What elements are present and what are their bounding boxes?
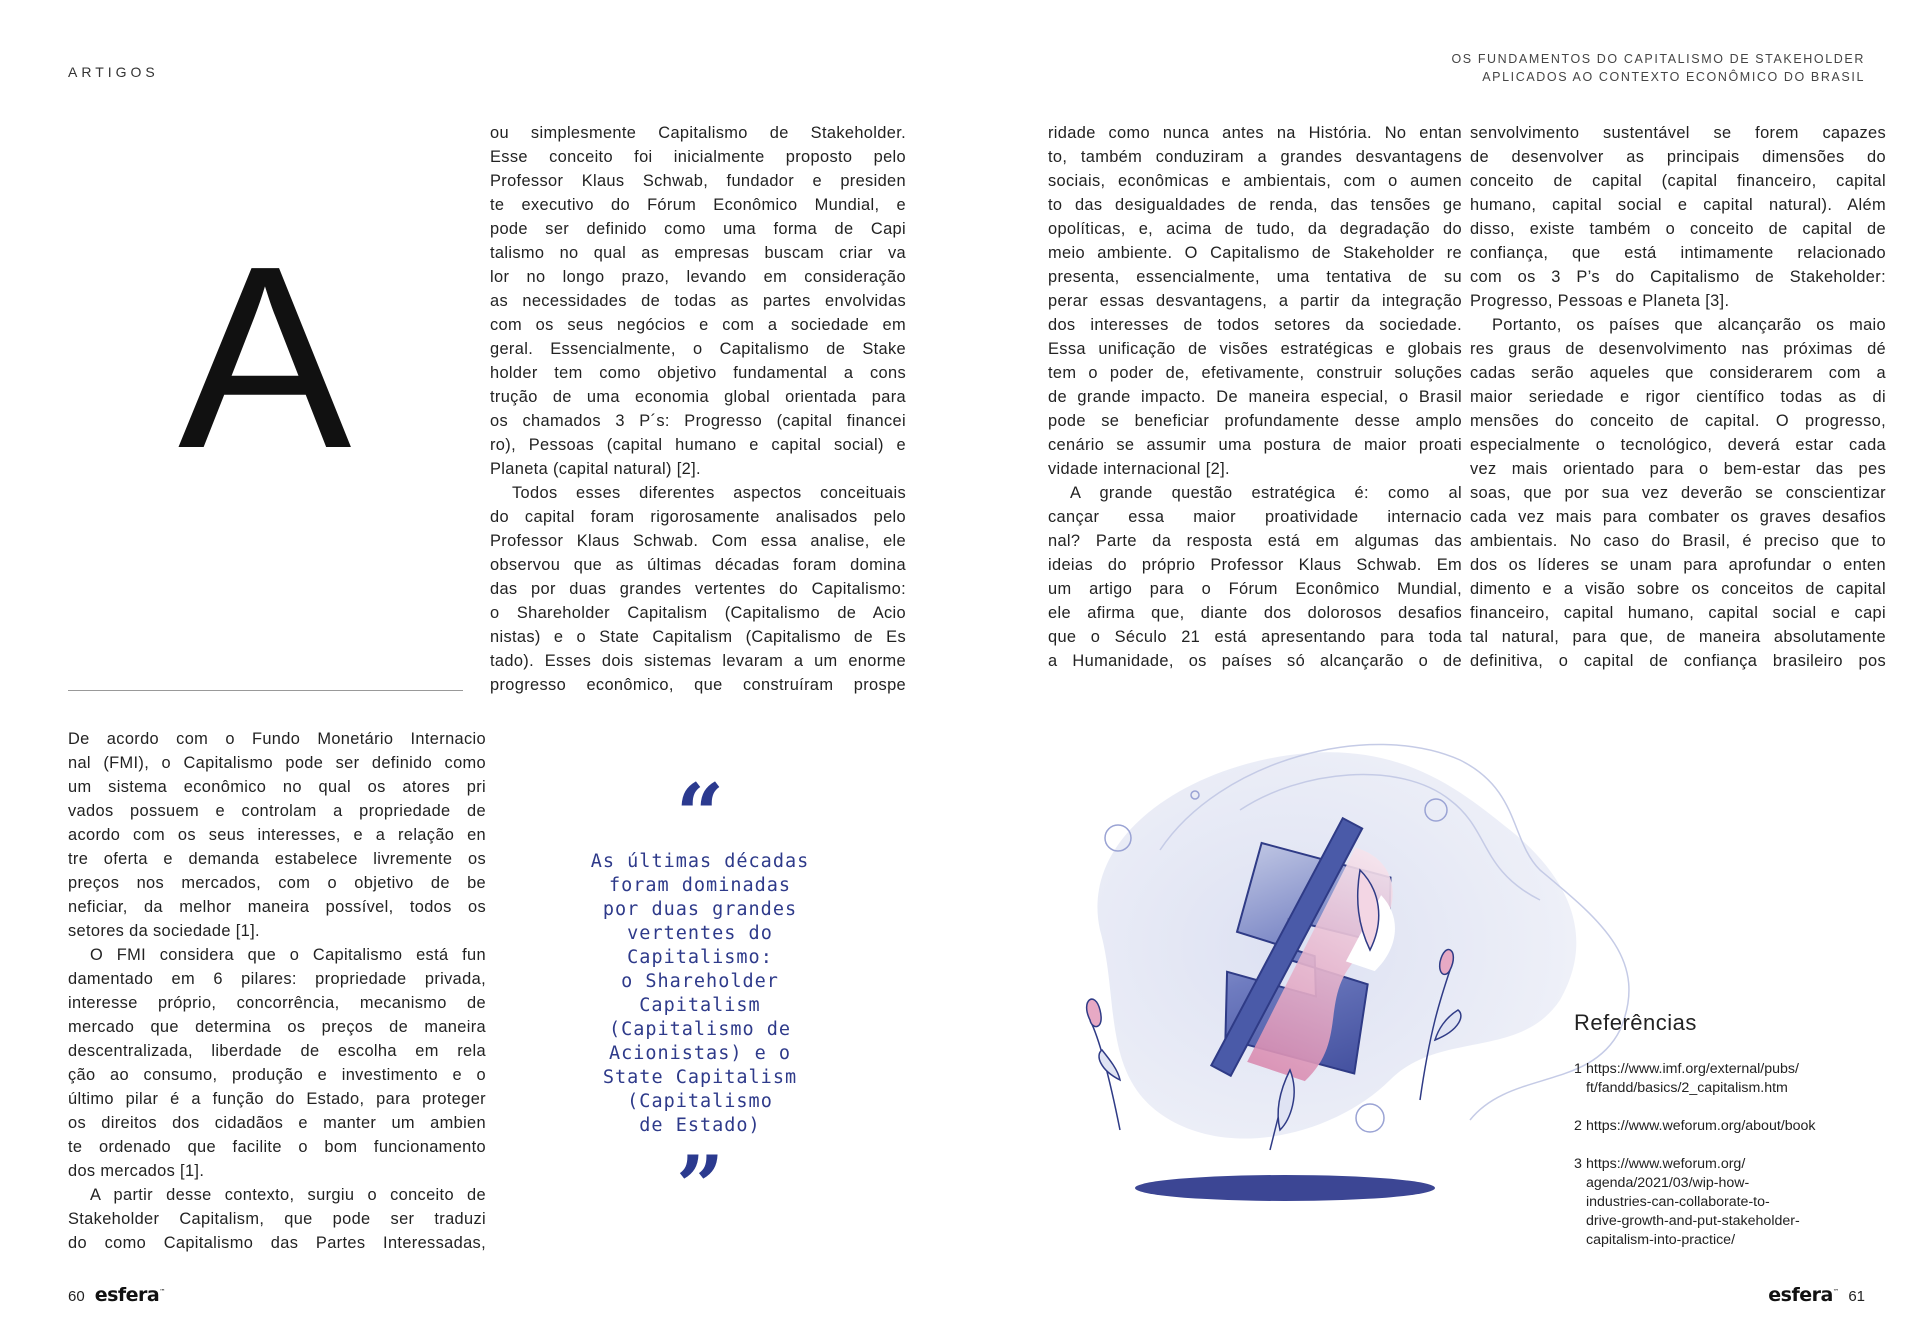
text-line: Esse conceito foi inicialmente proposto pelo [490, 148, 906, 166]
references-list [1574, 1060, 1874, 1269]
pull-quote-line: de Estado) [639, 1115, 761, 1136]
reference-url-line: agenda/2021/03/wip-how- [1586, 1175, 1750, 1191]
paragraph [490, 481, 906, 697]
body-column-3 [1048, 121, 1462, 673]
pull-quote-line: (Capitalismo de [608, 1019, 792, 1040]
reference-url-line: https://www.imf.org/external/pubs/ [1586, 1061, 1799, 1077]
text-line: mercado que determina os preços de maneira [68, 1018, 486, 1036]
reference-number: 3 [1574, 1156, 1582, 1172]
text-line: definitiva, o capital de confiança brasileiro pos [1470, 652, 1886, 670]
paragraph [1048, 481, 1462, 673]
text-line: os chamados 3 P´s: Progresso (capital financei [490, 412, 906, 430]
text-line: as necessidades de todas as partes envolvidas [490, 292, 906, 310]
trademark: ™ [1832, 1288, 1839, 1296]
page-number: 60 [68, 1288, 85, 1305]
text-line: cançar essa maior proatividade internacio [1048, 508, 1462, 526]
text-line: com os seus negócios e com a sociedade em [490, 316, 906, 334]
text-line: o Shareholder Capitalism (Capitalismo de Acio [490, 604, 906, 622]
pull-quote-line: Capitalismo: [627, 947, 773, 968]
reference-url-line: https://www.weforum.org/ [1586, 1156, 1746, 1172]
text-line: te ordenado que facilite o bom funcionamento [68, 1138, 486, 1156]
references-title: Referências [1574, 1010, 1697, 1035]
text-line: lor no longo prazo, levando em consideração [490, 268, 906, 286]
text-line: ro), Pessoas (capital humano e capital social) e [490, 436, 906, 454]
running-title-line: OS FUNDAMENTOS DO CAPITALISMO DE STAKEHOLDER [1451, 52, 1865, 66]
running-title [1451, 50, 1865, 86]
open-quote-icon: “ [675, 765, 725, 864]
text-line: res graus de desenvolvimento nas próximas dé [1470, 340, 1886, 358]
brand-name: esfera [1768, 1284, 1833, 1306]
text-line: te executivo do Fórum Econômico Mundial, e [490, 196, 906, 214]
pull-quote-line: (Capitalismo [627, 1091, 773, 1112]
text-line: confiança, que está intimamente relacionado [1470, 244, 1886, 262]
text-line: de desenvolver as principais dimensões do [1470, 148, 1886, 166]
body-column-2 [490, 121, 906, 697]
text-line: O FMI considera que o Capitalismo está fun [90, 946, 486, 964]
pull-quote-line: foram dominadas [608, 875, 792, 896]
text-line: Professor Klaus Schwab. Com essa analise, ele [490, 532, 906, 550]
text-line: senvolvimento sustentável se forem capazes [1470, 124, 1886, 142]
paragraph [1470, 121, 1886, 313]
text-line: presenta, essencialmente, uma tentativa de su [1048, 268, 1462, 286]
text-line: opolíticas, e, acima de tudo, da degradação do [1048, 220, 1462, 238]
text-line: financeiro, capital humano, capital social e capi [1470, 604, 1886, 622]
pull-quote-line: o Shareholder [621, 971, 779, 992]
text-line: vados possuem e controlam a propriedade de [68, 802, 486, 820]
dollar-sign-illustration [1040, 700, 1660, 1240]
text-line: Stakeholder Capitalism, que pode ser traduzi [68, 1210, 486, 1228]
text-line: Planeta (capital natural) [2]. [490, 460, 701, 478]
text-line: A partir desse contexto, surgiu o conceito de [90, 1186, 486, 1204]
reference-item [1574, 1155, 1874, 1250]
text-line: nal (FMI), o Capitalismo pode ser definido como [68, 754, 486, 772]
text-line: conceito de capital (capital financeiro, capital [1470, 172, 1886, 190]
text-line: sociais, econômicas e ambientais, com o aumen [1048, 172, 1462, 190]
reference-item [1574, 1117, 1874, 1136]
pull-quote-line: vertentes do [627, 923, 773, 944]
text-line: último pilar é a função do Estado, para proteger [68, 1090, 486, 1108]
paragraph [68, 727, 486, 943]
text-line: pode ser definido como uma forma de Capi [490, 220, 906, 238]
brand-name: esfera [94, 1284, 160, 1306]
text-line: disso, existe também o conceito de capital de [1470, 220, 1886, 238]
text-line: Professor Klaus Schwab, fundador e presiden [490, 172, 906, 190]
text-line: dos mercados [1]. [68, 1162, 205, 1180]
paragraph [490, 121, 906, 481]
reference-url-line: industries-can-collaborate-to- [1586, 1194, 1770, 1210]
text-line: Todos esses diferentes aspectos conceituais [512, 484, 906, 502]
shadow [1135, 1175, 1435, 1201]
text-line: com os 3 P’s do Capitalismo de Stakeholder: [1470, 268, 1886, 286]
text-line: Portanto, os países que alcançarão os maio [1492, 316, 1886, 334]
pull-quote-text [565, 850, 835, 1138]
text-line: ridade como nunca antes na História. No entan [1048, 124, 1462, 142]
text-line: do capital foram rigorosamente analisados pelo [490, 508, 906, 526]
text-line: nal? Parte da resposta está em algumas das [1048, 532, 1462, 550]
pull-quote [565, 765, 835, 1236]
text-line: tal natural, para que, de maneira absolutamente [1470, 628, 1886, 646]
reference-url-line: drive-growth-and-put-stakeholder- [1586, 1213, 1800, 1229]
footer-right [1768, 1284, 1865, 1306]
body-column-left [68, 727, 486, 1255]
text-line: to das desigualdades de renda, das tensões ge [1048, 196, 1462, 214]
bubble [1356, 1104, 1384, 1132]
text-line: damentado em 6 pilares: propriedade privada, [68, 970, 486, 988]
paragraph [68, 943, 486, 1183]
text-line: humano, capital social e capital natural). Além [1470, 196, 1886, 214]
text-line: especialmente o tecnológico, deverá estar cada [1470, 436, 1886, 454]
text-line: um sistema econômico no qual os atores pri [68, 778, 486, 796]
pull-quote-line: Acionistas) e o [608, 1043, 792, 1064]
text-line: trução de uma economia global orientada para [490, 388, 906, 406]
text-line: ção ao consumo, produção e investimento e o [68, 1066, 486, 1084]
text-line: ou simplesmente Capitalismo de Stakeholder. [490, 124, 906, 142]
reference-url [1586, 1060, 1799, 1098]
drop-cap: A [178, 213, 352, 503]
text-line: do como Capitalismo das Partes Interessadas, [68, 1234, 486, 1252]
text-line: ambientais. No caso do Brasil, é preciso que to [1470, 532, 1886, 550]
running-title-line: APLICADOS AO CONTEXTO ECONÔMICO DO BRASIL [1482, 70, 1865, 84]
text-line: interesse próprio, concorrência, mecanismo de [68, 994, 486, 1012]
text-line: cada vez mais para combater os graves desafios [1470, 508, 1886, 526]
text-line: ideias do próprio Professor Klaus Schwab. Em [1048, 556, 1462, 574]
text-line: que o Século 21 está apresentando para toda [1048, 628, 1462, 646]
pull-quote-line: State Capitalism [602, 1067, 798, 1088]
page-number: 61 [1848, 1288, 1865, 1305]
text-line: neficiar, da melhor maneira possível, todos os [68, 898, 486, 916]
paragraph [68, 1183, 486, 1255]
text-line: meio ambiente. O Capitalismo de Stakeholder re [1048, 244, 1462, 262]
text-line: maior seriedade e rigor científico todas as di [1470, 388, 1886, 406]
text-line: um artigo para o Fórum Econômico Mundial, [1048, 580, 1462, 598]
text-line: mensões do conceito de capital. O progresso, [1470, 412, 1886, 430]
text-line: progresso econômico, que construíram prospe [490, 676, 906, 694]
text-line: soas, que por sua vez deverão se conscientizar [1470, 484, 1886, 502]
text-line: Essa unificação de visões estratégicas e globais [1048, 340, 1462, 358]
text-line: das por duas grandes vertentes do Capitalismo: [490, 580, 906, 598]
text-line: vez mais orientado para o bem-estar das pes [1470, 460, 1886, 478]
reference-url-line: ft/fandd/basics/2_capitalism.htm [1586, 1080, 1788, 1096]
text-line: tem o poder de, efetivamente, construir soluções [1048, 364, 1462, 382]
text-line: tado). Esses dois sistemas levaram a um enorme [490, 652, 906, 670]
text-line: os direitos dos cidadãos e manter um ambien [68, 1114, 486, 1132]
text-line: de grande impacto. De maneira especial, o Brasil [1048, 388, 1462, 406]
text-line: A grande questão estratégica é: como al [1070, 484, 1462, 502]
text-line: ele afirma que, diante dos dolorosos desafios [1048, 604, 1462, 622]
text-line: dimento e a visão sobre os conceitos de capital [1470, 580, 1886, 598]
section-label: ARTIGOS [68, 64, 159, 80]
reference-url-line: https://www.weforum.org/about/book [1586, 1118, 1816, 1134]
pull-quote-line: As últimas décadas [590, 851, 810, 872]
brand-logo [1768, 1284, 1838, 1306]
footer-left [68, 1284, 165, 1306]
text-line: observou que as últimas décadas foram domina [490, 556, 906, 574]
text-line: to, também conduziram a grandes desvantagens [1048, 148, 1462, 166]
text-line: perar essas desvantagens, a partir da integração [1048, 292, 1462, 310]
text-line: vidade internacional [2]. [1048, 460, 1230, 478]
text-line: descentralizada, liberdade de escolha em rela [68, 1042, 486, 1060]
text-line: holder tem como objetivo fundamental a cons [490, 364, 906, 382]
brand-logo [95, 1284, 165, 1306]
text-line: a Humanidade, os países só alcançarão o de [1048, 652, 1462, 670]
text-line: pode se beneficiar profundamente desse amplo [1048, 412, 1462, 430]
text-line: setores da sociedade [1]. [68, 922, 260, 940]
reference-item [1574, 1060, 1874, 1098]
reference-url [1586, 1155, 1800, 1250]
reference-number: 2 [1574, 1118, 1582, 1134]
paragraph [1048, 121, 1462, 481]
reference-url-line: capitalism-into-practice/ [1586, 1232, 1736, 1248]
text-line: Progresso, Pessoas e Planeta [3]. [1470, 292, 1730, 310]
text-line: tre oferta e demanda estabelece livremente os [68, 850, 486, 868]
body-column-4 [1470, 121, 1886, 673]
trademark: ™ [159, 1288, 165, 1296]
text-line: nistas) e o State Capitalism (Capitalismo de Es [490, 628, 906, 646]
text-line: De acordo com o Fundo Monetário Internacio [68, 730, 486, 748]
paragraph [1470, 313, 1886, 673]
reference-number: 1 [1574, 1061, 1582, 1077]
text-line: preços nos mercados, com o objetivo de be [68, 874, 486, 892]
pull-quote-line: Capitalism [639, 995, 761, 1016]
reference-url [1586, 1117, 1815, 1136]
pull-quote-line: por duas grandes [602, 899, 798, 920]
text-line: talismo no qual as empresas buscam criar va [490, 244, 906, 262]
text-line: cadas serão aqueles que considerarem com a [1470, 364, 1886, 382]
text-line: acordo com os seus interesses, e a relação en [68, 826, 486, 844]
close-quote-icon: ” [675, 1137, 725, 1236]
text-line: cenário se assumir uma postura de maior proati [1048, 436, 1462, 454]
divider [68, 690, 463, 691]
text-line: dos interesses de todos setores da sociedade. [1048, 316, 1462, 334]
text-line: geral. Essencialmente, o Capitalismo de Stake [490, 340, 906, 358]
text-line: dos os líderes se unam para aprofundar o enten [1470, 556, 1886, 574]
